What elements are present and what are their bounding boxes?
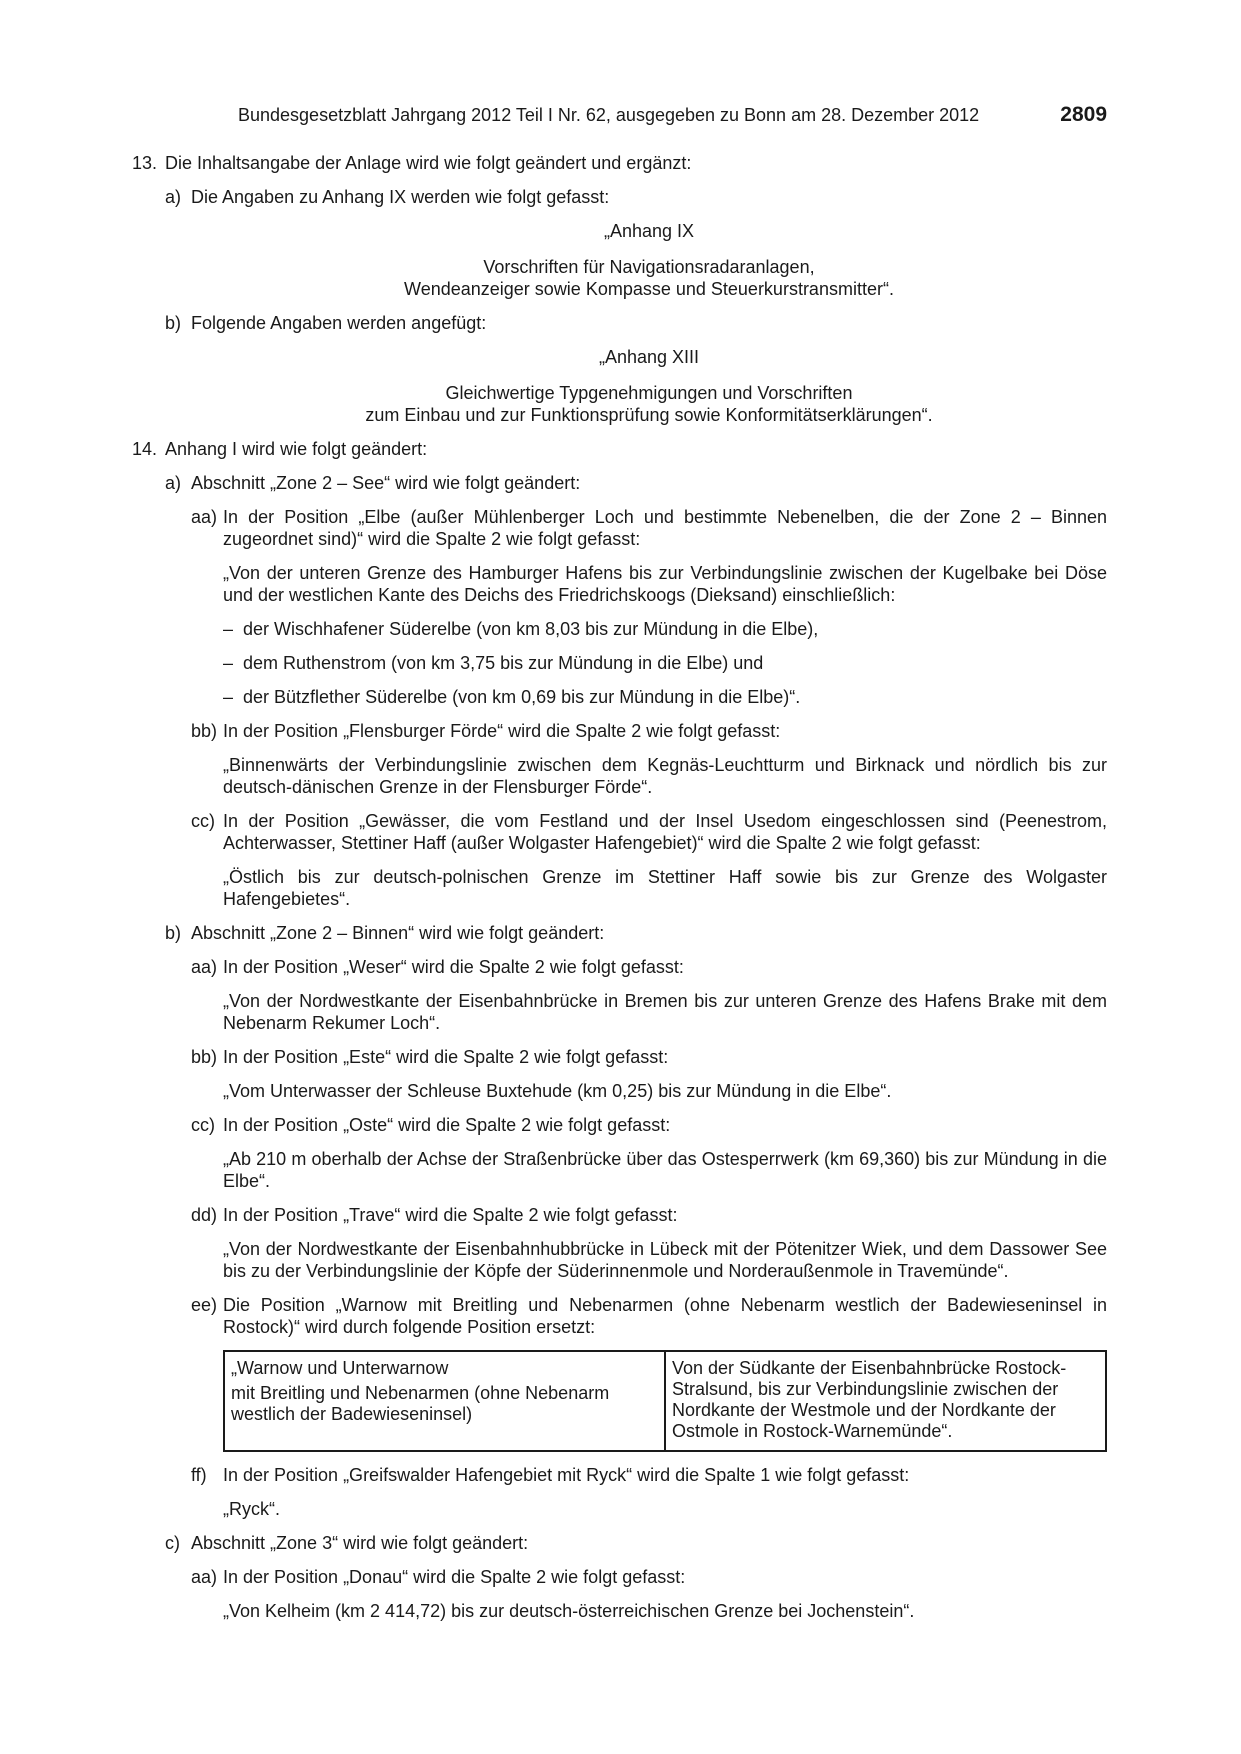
quoted-text: „Vom Unterwasser der Schleuse Buxtehude (km 0,25) bis zur Mündung in die Elbe“. [223, 1081, 892, 1101]
page-number: 2809 [1060, 103, 1107, 126]
table-cell-col2 [665, 1351, 1106, 1451]
item-label: aa) [191, 957, 218, 977]
dash-text: der Bützflether Süderelbe (von km 0,69 bis zur Mündung in die Elbe)“. [243, 687, 801, 707]
dash-item [223, 686, 1107, 708]
item-14c [165, 1532, 1107, 1554]
item-label: a) [165, 187, 182, 207]
item-text: In der Position „Oste“ wird die Spalte 2 wie folgt gefasst: [223, 1115, 671, 1135]
item-14a [165, 472, 1107, 494]
item-text: Folgende Angaben werden angefügt: [191, 313, 487, 333]
item-text: Die Position „Warnow mit Breitling und Nebenarmen (ohne Nebenarm westlich der Badewieseninsel in Rostock)“ wird durch folgende Position ersetzt: [223, 1295, 1107, 1337]
table-row [224, 1351, 1106, 1451]
quoted-text: „Von Kelheim (km 2 414,72) bis zur deutsch-österreichischen Grenze bei Jochenstein“. [223, 1601, 915, 1621]
item-text: In der Position „Donau“ wird die Spalte 2 wie folgt gefasst: [223, 1567, 686, 1587]
quoted-text: „Ab 210 m oberhalb der Achse der Straßenbrücke über das Ostesperrwerk (km 69,360) bis zur Mündung in die Elbe“. [223, 1149, 1107, 1191]
item-label: cc) [191, 1115, 215, 1135]
item-label: bb) [191, 1047, 218, 1067]
dash-label: – [223, 619, 234, 639]
item-text: In der Position „Greifswalder Hafengebiet mit Ryck“ wird die Spalte 1 wie folgt gefasst: [223, 1465, 910, 1485]
cell-line: „Warnow und Unterwarnow [231, 1358, 449, 1378]
item-text: Abschnitt „Zone 2 – Binnen“ wird wie folgt geändert: [191, 923, 605, 943]
dash-text: dem Ruthenstrom (von km 3,75 bis zur Mündung in die Elbe) und [243, 653, 764, 673]
item-label: aa) [191, 1567, 218, 1587]
item-text: In der Position „Elbe (außer Mühlenberger Loch und bestimmte Nebenelben, die der Zone 2 – Binnen zugeordnet sind)“ wird die Spalte 2 wie folgt gefasst: [223, 507, 1107, 549]
quoted-text: „Ryck“. [223, 1499, 280, 1519]
item-label: b) [165, 923, 182, 943]
cell-line: mit Breitling und Nebenarmen (ohne Nebenarm westlich der Badewieseninsel) [231, 1383, 610, 1424]
annex-title-line: Gleichwertige Typgenehmigungen und Vorschriften [445, 383, 853, 403]
item-14b-cc [191, 1114, 1107, 1136]
item-text: Anhang I wird wie folgt geändert: [165, 439, 428, 459]
item-label: dd) [191, 1205, 218, 1225]
item-label: c) [165, 1533, 180, 1553]
item-14b-ff [191, 1464, 1107, 1486]
quoted-text: „Von der Nordwestkante der Eisenbahnhubbrücke in Lübeck mit der Pötenitzer Wiek, und dem Dassower See bis zu der Verbindungslinie der Köpfe der Süderinnenmole und Norderaußenmole in Travemünde“. [223, 1239, 1107, 1281]
item-label: b) [165, 313, 182, 333]
position-table [223, 1350, 1107, 1452]
item-label: 13. [132, 153, 158, 173]
item-label: cc) [191, 811, 215, 831]
item-text: In der Position „Trave“ wird die Spalte 2 wie folgt gefasst: [223, 1205, 678, 1225]
item-14b-aa [191, 956, 1107, 978]
item-text: In der Position „Weser“ wird die Spalte 2 wie folgt gefasst: [223, 957, 684, 977]
item-13a [165, 186, 1107, 208]
item-14 [132, 438, 1107, 460]
item-text: Abschnitt „Zone 2 – See“ wird wie folgt geändert: [191, 473, 581, 493]
annex-heading: „Anhang XIII [598, 347, 700, 367]
header-title: Bundesgesetzblatt Jahrgang 2012 Teil I Nr. 62, ausgegeben zu Bonn am 28. Dezember 2012 [238, 105, 980, 125]
item-14b-bb [191, 1046, 1107, 1068]
item-14c-aa [191, 1566, 1107, 1588]
item-14a-aa [191, 506, 1107, 550]
item-14b-ee [191, 1294, 1107, 1338]
annex-title-line: Wendeanzeiger sowie Kompasse und Steuerkurstransmitter“. [404, 279, 894, 299]
document-body [132, 152, 1107, 1622]
dash-label: – [223, 687, 234, 707]
annex-title-line: Vorschriften für Navigationsradaranlagen, [483, 257, 815, 277]
item-label: 14. [132, 439, 158, 459]
quoted-text: „Binnenwärts der Verbindungslinie zwischen dem Kegnäs-Leuchtturm und Birknack und nördlich bis zur deutsch-dänischen Grenze in der Flensburger Förde“. [223, 755, 1107, 797]
dash-label: – [223, 653, 234, 673]
annex-title-line: zum Einbau und zur Funktionsprüfung sowie Konformitätserklärungen“. [365, 405, 933, 425]
table-cell-col1 [224, 1351, 665, 1451]
cell-line: Von der Südkante der Eisenbahnbrücke Rostock-Stralsund, bis zur Verbindungslinie zwischen der Nordkante der Westmole und der Nordkante der Ostmole in Rostock-Warnemünde“. [672, 1358, 1067, 1441]
item-text: Die Inhaltsangabe der Anlage wird wie folgt geändert und ergänzt: [165, 153, 692, 173]
quoted-text: „Von der Nordwestkante der Eisenbahnbrücke in Bremen bis zur unteren Grenze des Hafens Brake mit dem Nebenarm Rekumer Loch“. [223, 991, 1107, 1033]
item-label: bb) [191, 721, 218, 741]
item-text: In der Position „Gewässer, die vom Festland und der Insel Usedom eingeschlossen sind (Peenestrom, Achterwasser, Stettiner Haff (außer Wolgaster Hafengebiet)“ wird die Spalte 2 wie folgt gefasst: [223, 811, 1107, 853]
item-13 [132, 152, 1107, 174]
dash-item [223, 618, 1107, 640]
item-text: Abschnitt „Zone 3“ wird wie folgt geändert: [191, 1533, 529, 1553]
item-14b [165, 922, 1107, 944]
annex-block [191, 220, 1107, 300]
item-text: Die Angaben zu Anhang IX werden wie folgt gefasst: [191, 187, 610, 207]
item-14b-dd [191, 1204, 1107, 1226]
item-text: In der Position „Este“ wird die Spalte 2 wie folgt gefasst: [223, 1047, 669, 1067]
quoted-text: „Östlich bis zur deutsch-polnischen Grenze im Stettiner Haff sowie bis zur Grenze des Wolgaster Hafengebietes“. [223, 867, 1107, 909]
page-header [238, 103, 1107, 127]
item-label: aa) [191, 507, 218, 527]
item-label: a) [165, 473, 182, 493]
quoted-text: „Von der unteren Grenze des Hamburger Hafens bis zur Verbindungslinie zwischen der Kugelbake bei Döse und der westlichen Kante des Deichs des Friedrichskoogs (Dieksand) einschließlich: [223, 563, 1107, 605]
annex-block [191, 346, 1107, 426]
item-text: In der Position „Flensburger Förde“ wird die Spalte 2 wie folgt gefasst: [223, 721, 781, 741]
item-label: ee) [191, 1295, 218, 1315]
item-14a-cc [191, 810, 1107, 854]
dash-text: der Wischhafener Süderelbe (von km 8,03 bis zur Mündung in die Elbe), [243, 619, 819, 639]
item-label: ff) [191, 1465, 207, 1485]
item-13b [165, 312, 1107, 334]
item-14a-bb [191, 720, 1107, 742]
annex-heading: „Anhang IX [603, 221, 695, 241]
dash-item [223, 652, 1107, 674]
